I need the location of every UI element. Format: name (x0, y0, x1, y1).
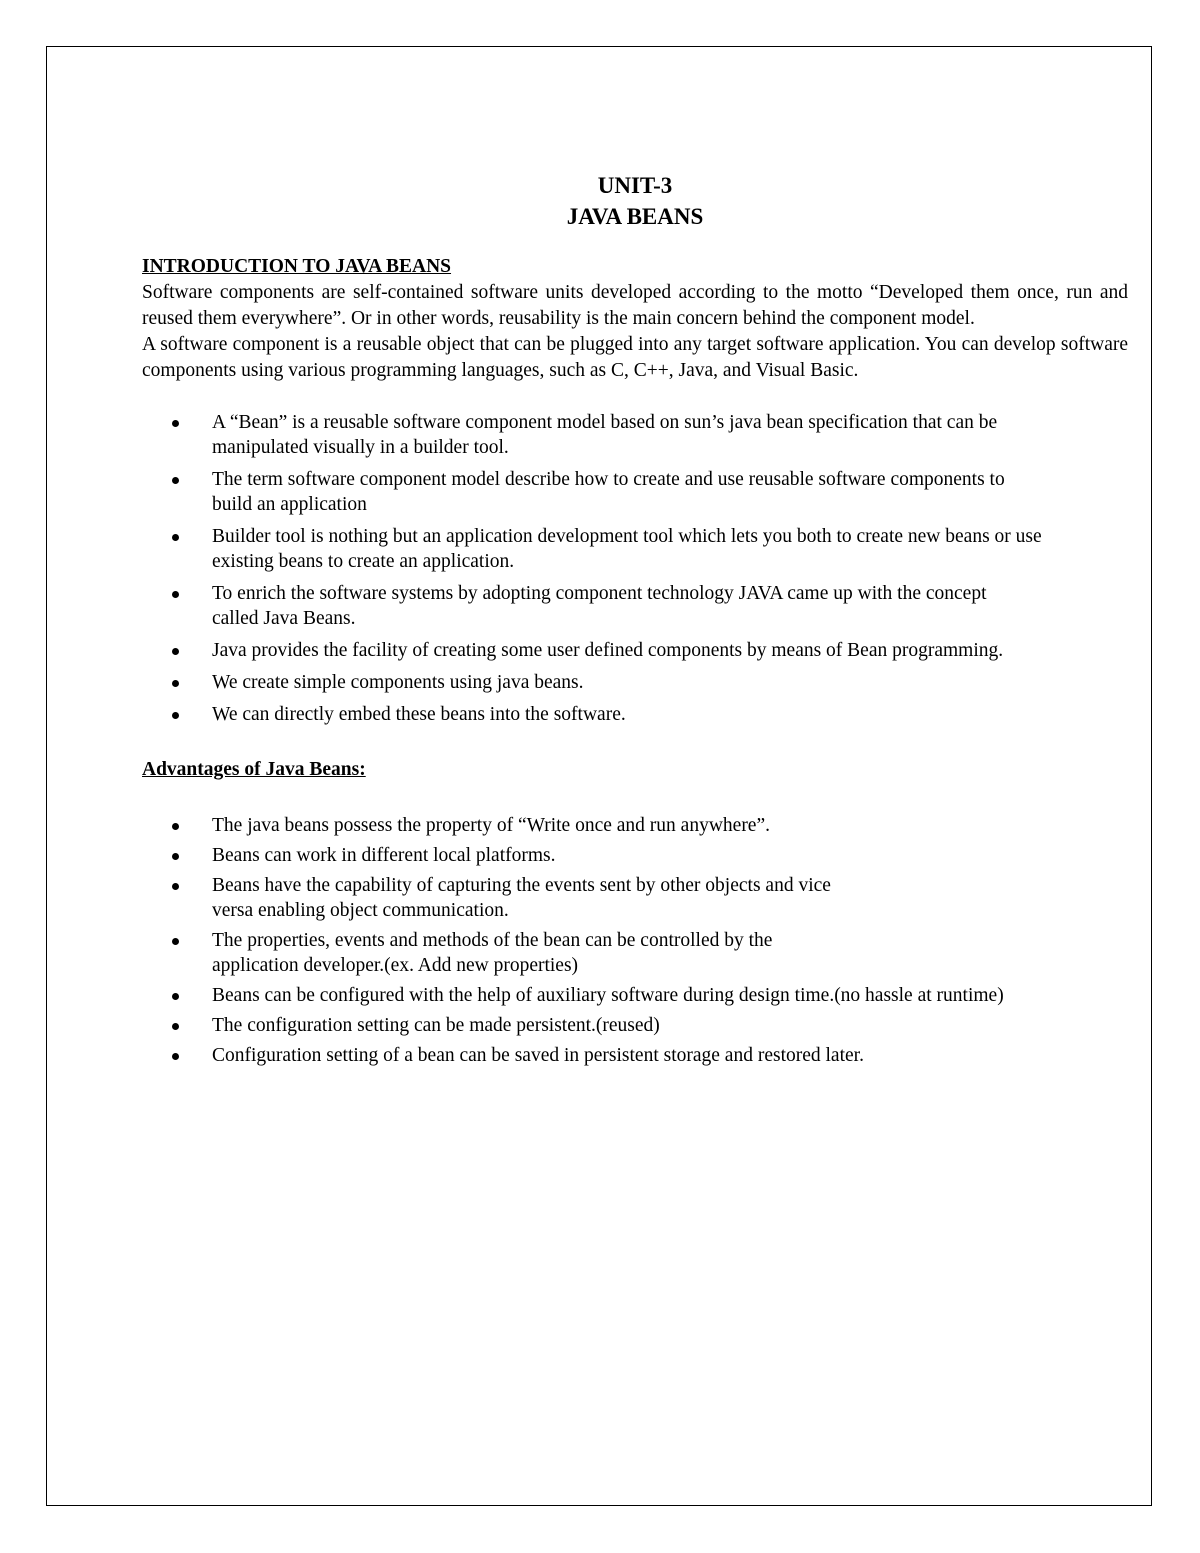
list-item (142, 702, 1128, 727)
list-item (142, 813, 1128, 838)
list-item (142, 467, 1128, 517)
bullet-icon (172, 993, 179, 1000)
list-item-text: Java provides the facility of creating some user defined components by means of Bean programming. (212, 640, 1004, 661)
list-item-text: Beans can be configured with the help of auxiliary software during design time.(no hassle at runtime) (212, 985, 1004, 1006)
list-item-continuation: versa enabling object communication. (212, 900, 509, 921)
list-item (142, 1043, 1128, 1068)
bullet-icon (172, 938, 179, 945)
intro-heading: INTRODUCTION TO JAVA BEANS (142, 256, 452, 277)
list-item-text: Beans can work in different local platforms. (212, 845, 556, 866)
list-item (142, 983, 1128, 1008)
list-item (142, 670, 1128, 695)
list-item-continuation: application developer.(ex. Add new properties) (212, 955, 579, 976)
document-body (142, 170, 1128, 1073)
list-item-text: The java beans possess the property of “Write once and run anywhere”. (212, 815, 770, 836)
list-item (142, 638, 1128, 663)
bullet-icon (172, 1023, 179, 1030)
bullet-icon (172, 853, 179, 860)
list-item (142, 873, 1128, 923)
bullet-icon (172, 883, 179, 890)
advantages-bullet-list (142, 813, 1128, 1068)
bullet-icon (172, 591, 179, 598)
bullet-icon (172, 477, 179, 484)
list-item-text: We can directly embed these beans into the software. (212, 704, 626, 725)
list-item-continuation: build an application (212, 494, 367, 515)
list-item-text: The configuration setting can be made persistent.(reused) (212, 1015, 660, 1036)
list-item-text: The term software component model describe how to create and use reusable software components to (212, 469, 1005, 490)
list-item-text: Builder tool is nothing but an application development tool which lets you both to create new beans or use (212, 526, 1042, 547)
list-item (142, 410, 1128, 460)
list-item-text: A “Bean” is a reusable software component model based on sun’s java bean specification that can be (212, 412, 998, 433)
bullet-icon (172, 823, 179, 830)
list-item-text: Configuration setting of a bean can be saved in persistent storage and restored later. (212, 1045, 864, 1066)
list-item-continuation: called Java Beans. (212, 608, 356, 629)
intro-paragraph-2: A software component is a reusable object that can be plugged into any target software application. You can develop software components using various programming languages, such as C, C++, Java, and Visual Basic. (142, 334, 1128, 381)
advantages-heading: Advantages of Java Beans: (142, 759, 366, 780)
list-item-continuation: manipulated visually in a builder tool. (212, 437, 509, 458)
bullet-icon (172, 534, 179, 541)
unit-title: UNIT-3 (597, 173, 673, 198)
bullet-icon (172, 712, 179, 719)
list-item-text: We create simple components using java beans. (212, 672, 584, 693)
list-item-text: To enrich the software systems by adopting component technology JAVA came up with the concept (212, 583, 987, 604)
list-item-text: Beans have the capability of capturing the events sent by other objects and vice (212, 875, 831, 896)
list-item-text: The properties, events and methods of the bean can be controlled by the (212, 930, 773, 951)
bullet-icon (172, 1053, 179, 1060)
intro-bullet-list (142, 410, 1128, 727)
list-item (142, 581, 1128, 631)
list-item (142, 928, 1128, 978)
bullet-icon (172, 648, 179, 655)
bullet-icon (172, 420, 179, 427)
list-item (142, 524, 1128, 574)
bullet-icon (172, 680, 179, 687)
document-title: JAVA BEANS (566, 204, 704, 229)
list-item (142, 1013, 1128, 1038)
intro-paragraph-1: Software components are self-contained software units developed according to the motto “Developed them once, run and reused them everywhere”. Or in other words, reusability is the main concern behind the component model. (142, 282, 1128, 329)
list-item-continuation: existing beans to create an application. (212, 551, 515, 572)
list-item (142, 843, 1128, 868)
